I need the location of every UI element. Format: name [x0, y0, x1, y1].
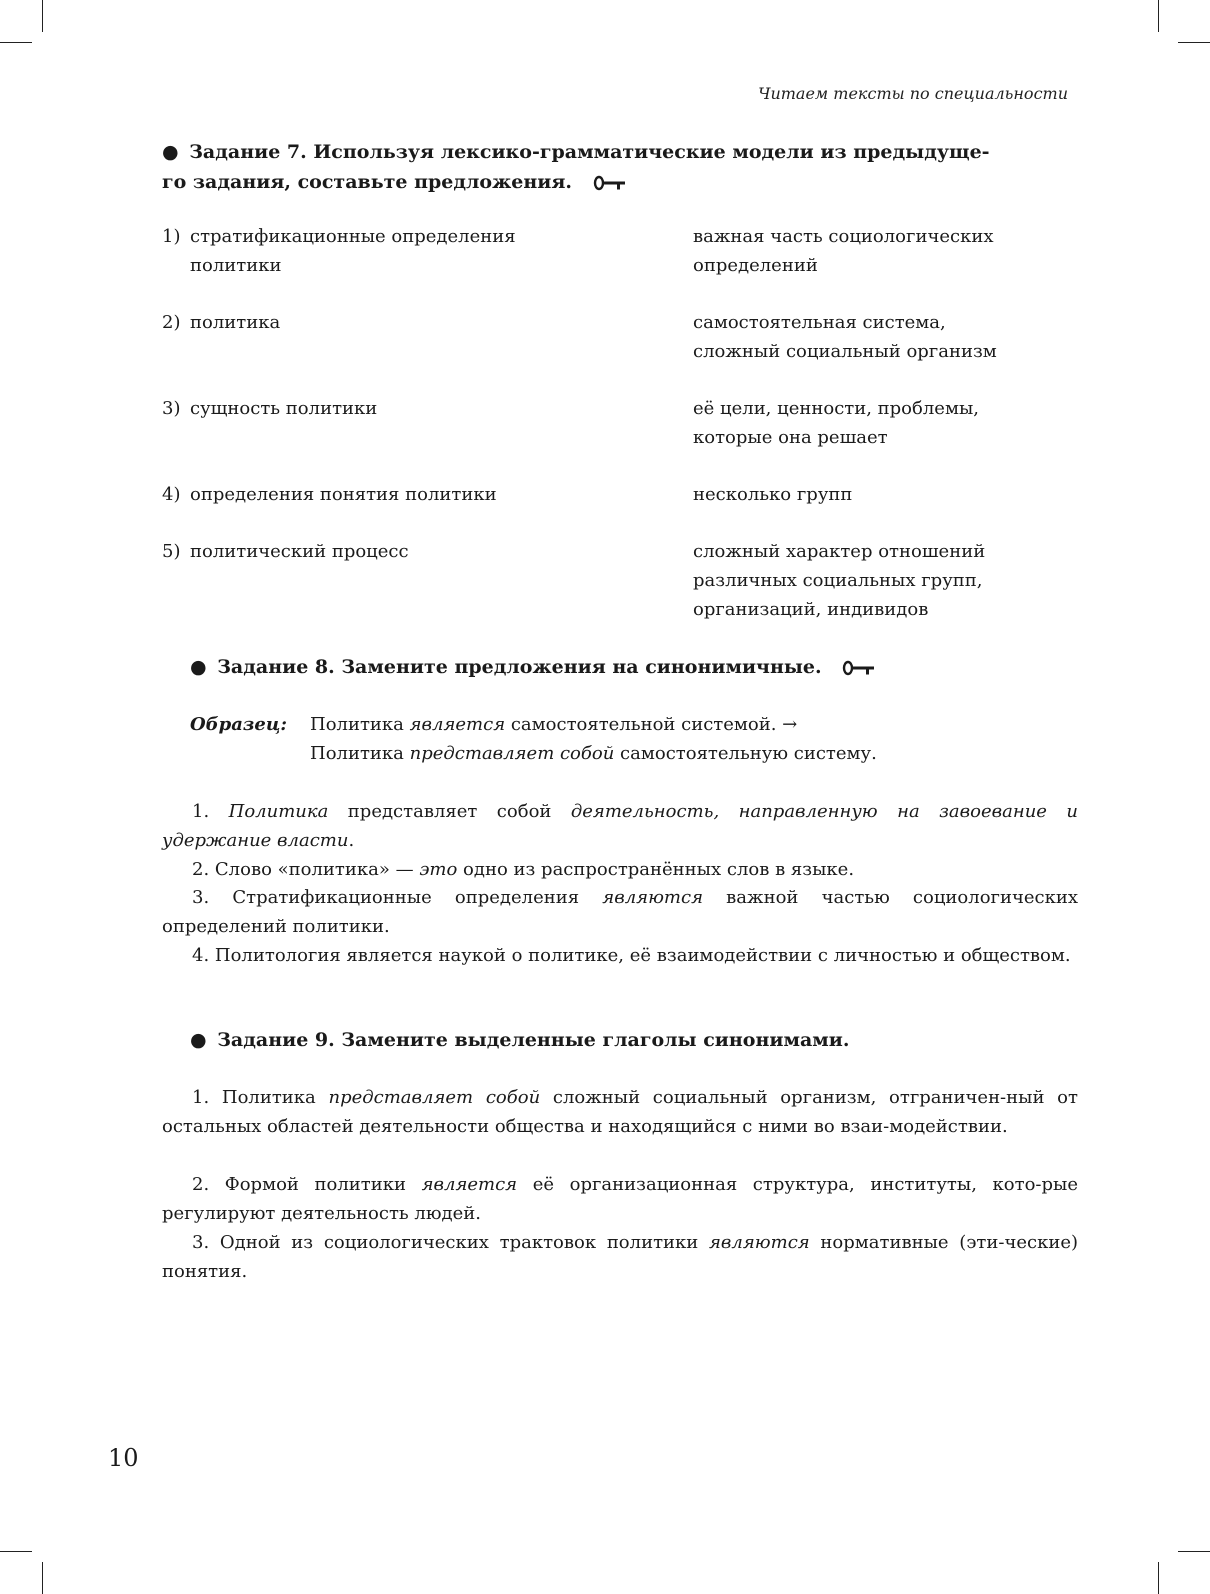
task9-item-1: 1. Политика представляет собой сложный социальный организм, отграничен-ный от остальных областей деятельности общества и находящийся с ними во взаи-модействии. — [162, 1087, 1078, 1137]
bullet-icon: ● — [190, 656, 207, 678]
crop-mark — [0, 42, 32, 43]
task9-title: ● Задание 9. Замените выделенные глаголы синонимами. — [190, 1029, 850, 1051]
task8-title: ● Задание 8. Замените предложения на синонимичные. — [190, 652, 1110, 682]
crop-mark — [1178, 1551, 1210, 1552]
crop-mark — [1158, 1562, 1159, 1594]
sample-line: Политика представляет собой самостоятельную систему. — [310, 743, 877, 764]
task8-item-3: 3. Стратификационные определения являются важной частью социологических определений политики. — [162, 887, 1078, 937]
task8-item-2: 2. Слово «политика» — это одно из распространённых слов в языке. — [192, 859, 855, 880]
running-head: Читаем тексты по специальности — [758, 84, 1068, 103]
page-number: 10 — [108, 1444, 139, 1472]
crop-mark — [1158, 0, 1159, 32]
key-icon — [593, 175, 627, 191]
crop-mark — [42, 0, 43, 32]
task9-item-2: 2. Формой политики является её организационная структура, институты, кото-рые регулируют деятельность людей. — [162, 1174, 1078, 1224]
sample-line: Политика является самостоятельной системой. → — [310, 714, 798, 735]
task8-item-1: 1. Политика представляет собой деятельность, направленную на завоевание и удержание власти. — [162, 801, 1078, 851]
crop-mark — [42, 1562, 43, 1594]
bullet-icon: ● — [162, 141, 179, 163]
key-icon — [842, 660, 876, 676]
crop-mark — [0, 1551, 32, 1552]
task7-title: ● Задание 7. Используя лексико-грамматические модели из предыдуще- го задания, составьте предложения. — [162, 141, 990, 193]
bullet-icon: ● — [190, 1029, 207, 1051]
crop-mark — [1178, 42, 1210, 43]
task9-item-3: 3. Одной из социологических трактовок политики являются нормативные (эти-ческие) понятия. — [162, 1232, 1078, 1282]
task8-item-4: 4. Политология является наукой о политике, её взаимодействии с личностью и обществом. — [192, 945, 1071, 966]
